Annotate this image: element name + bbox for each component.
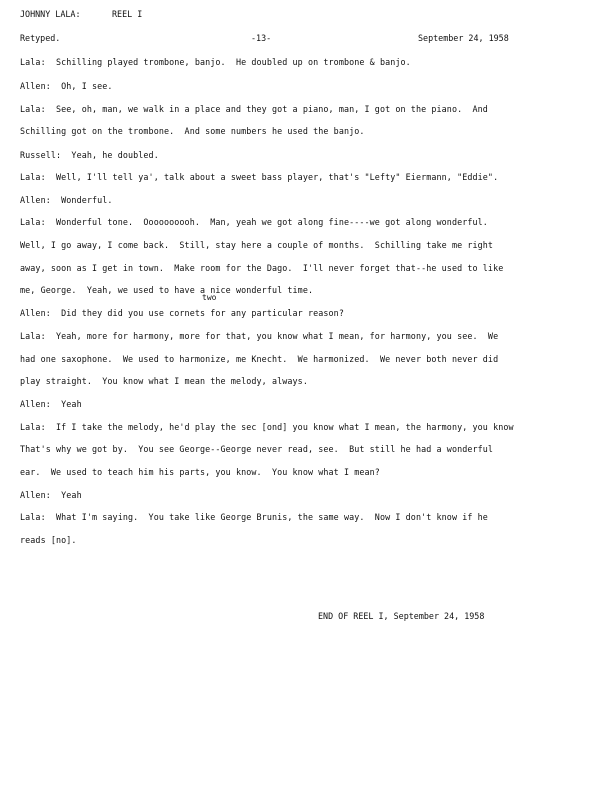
page-number: -13- <box>251 33 272 43</box>
transcript-line: Allen: Yeah <box>20 399 82 409</box>
header-date: September 24, 1958 <box>418 33 509 43</box>
transcript-line: play straight. You know what I mean the melody, always. <box>20 376 308 386</box>
transcript-line: Allen: Yeah <box>20 490 82 500</box>
transcript-line: Lala: Schilling played trombone, banjo. He doubled up on trombone & banjo. <box>20 57 411 67</box>
transcript-line: had one saxophone. We used to harmonize, me Knecht. We harmonized. We never both never did <box>20 354 499 364</box>
transcript-line: Lala: See, oh, man, we walk in a place and they got a piano, man, I got on the piano. And <box>20 104 488 114</box>
transcript-line: away, soon as I get in town. Make room for the Dago. I'll never forget that--he used to like <box>20 263 504 273</box>
transcript-line: Lala: If I take the melody, he'd play the sec [ond] you know what I mean, the harmony, you know <box>20 422 514 432</box>
end-of-reel-note: END OF REEL I, September 24, 1958 <box>318 611 485 621</box>
transcript-line: Schilling got on the trombone. And some numbers he used the banjo. <box>20 126 365 136</box>
header-name: JOHNNY LALA: <box>20 9 81 19</box>
header-reel: REEL I <box>112 9 143 19</box>
transcript-line: Allen: Did they did you use cornets for any particular reason? <box>20 308 344 318</box>
transcript-line: Lala: Wonderful tone. Oooooooooh. Man, yeah we got along fine----we got along wonderful. <box>20 217 488 227</box>
transcript-line: Well, I go away, I come back. Still, stay here a couple of months. Schilling take me right <box>20 240 494 250</box>
transcript-line: Lala: Yeah, more for harmony, more for that, you know what I mean, for harmony, you see. We <box>20 331 499 341</box>
transcript-line: Allen: Oh, I see. <box>20 81 113 91</box>
transcript-line: Lala: What I'm saying. You take like George Brunis, the same way. Now I don't know if he <box>20 512 488 522</box>
transcript-line: Russell: Yeah, he doubled. <box>20 150 159 160</box>
handwritten-insertion: two <box>202 293 217 302</box>
transcript-line: ear. We used to teach him his parts, you know. You know what I mean? <box>20 467 380 477</box>
transcript-line: me, George. Yeah, we used to have a nice wonderful time. <box>20 285 314 295</box>
transcript-line: Allen: Wonderful. <box>20 195 113 205</box>
header-retyped: Retyped. <box>20 33 61 43</box>
transcript-line: Lala: Well, I'll tell ya', talk about a sweet bass player, that's "Lefty" Eiermann, "Eddie". <box>20 172 499 182</box>
transcript-line: That's why we got by. You see George--George never read, see. But still he had a wonderful <box>20 444 494 454</box>
transcript-line: reads [no]. <box>20 535 77 545</box>
